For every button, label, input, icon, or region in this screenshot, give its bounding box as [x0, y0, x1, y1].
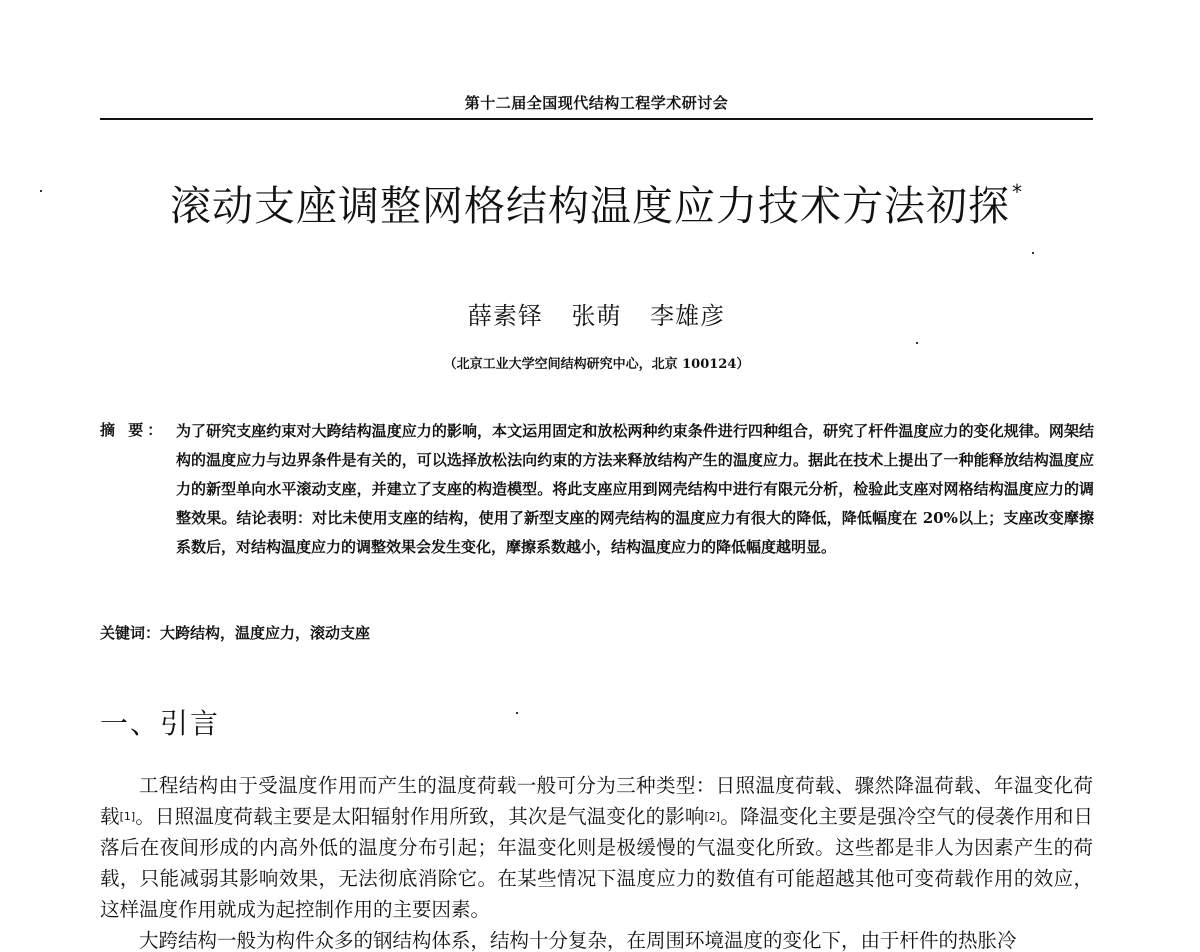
title-footnote-mark: * — [1012, 180, 1023, 204]
keywords — [100, 622, 370, 643]
authors: 薛素铎 张萌 李雄彦 — [467, 302, 726, 330]
header-rule — [100, 118, 1093, 120]
section-heading: 一、引言 — [100, 707, 221, 740]
body-text-segment: 工程结构由于受温度作用而产生的温度荷载一般可分为三种类型：日照温度荷载、骤然降温荷载、年温变化荷载 — [100, 774, 1093, 828]
body-paragraph: 大跨结构一般为构件众多的钢结构体系，结构十分复杂，在周围环境温度的变化下，由于杆件的热胀冷 — [139, 929, 1017, 952]
body-paragraph — [100, 770, 1093, 925]
abstract-text: 为了研究支座约束对大跨结构温度应力的影响，本文运用固定和放松两种约束条件进行四种组合，研究了杆件温度应力的变化规律。网架结构的温度应力与边界条件是有关的，可以选择放松法向约束的方法来释放结构产生的温度应力。据此在技术上提出了一种能释放结构温度应力的新型单向水平滚动支座，并建立了支座的构造模型。将此支座应用到网壳结构中进行有限元分析，检验此支座对网格结构温度应力的调整效果。结论表明：对比未使用支座的结构，使用了新型支座的网壳结构的温度应力有很大的降低，降低幅度在 20%以上；支座改变摩擦系数后，对结构温度应力的调整效果会发生变化，摩擦系数越小，结构温度应力的降低幅度越明显。 — [176, 422, 1094, 556]
keywords-label: 关键词： — [100, 624, 161, 642]
body-text — [100, 770, 1093, 952]
paper-title-text: 滚动支座调整网格结构温度应力技术方法初探 — [170, 182, 1010, 230]
body-text-segment: 。日照温度荷载主要是太阳辐射作用所致，其次是气温变化的影响 — [135, 805, 705, 828]
scan-speck — [516, 712, 518, 714]
abstract-label: 摘 要： — [100, 421, 167, 439]
citation-ref[interactable]: [2] — [704, 810, 721, 823]
body-text-segment: 。降温变化主要是强冷空气的侵袭作用和日落后在夜间形成的内高外低的温度分布引起；年温变化则是极缓慢的气温变化所致。这些都是非人为因素产生的荷载，只能减弱其影响效果，无法彻底消除它。在某些情况下温度应力的数值有可能超越其他可变荷载作用的效应，这样温度作用就成为起控制作用的主要因素。 — [100, 805, 1093, 921]
running-header: 第十二届全国现代结构工程学术研讨会 — [464, 94, 729, 112]
citation-ref[interactable]: [1] — [119, 810, 136, 823]
scan-speck — [916, 342, 918, 344]
affiliation: （北京工业大学空间结构研究中心，北京 100124） — [443, 357, 750, 372]
scan-speck — [1032, 252, 1034, 254]
keywords-text: 大跨结构，温度应力，滚动支座 — [160, 624, 371, 642]
paper-title — [100, 182, 1093, 231]
scan-speck — [40, 190, 42, 192]
